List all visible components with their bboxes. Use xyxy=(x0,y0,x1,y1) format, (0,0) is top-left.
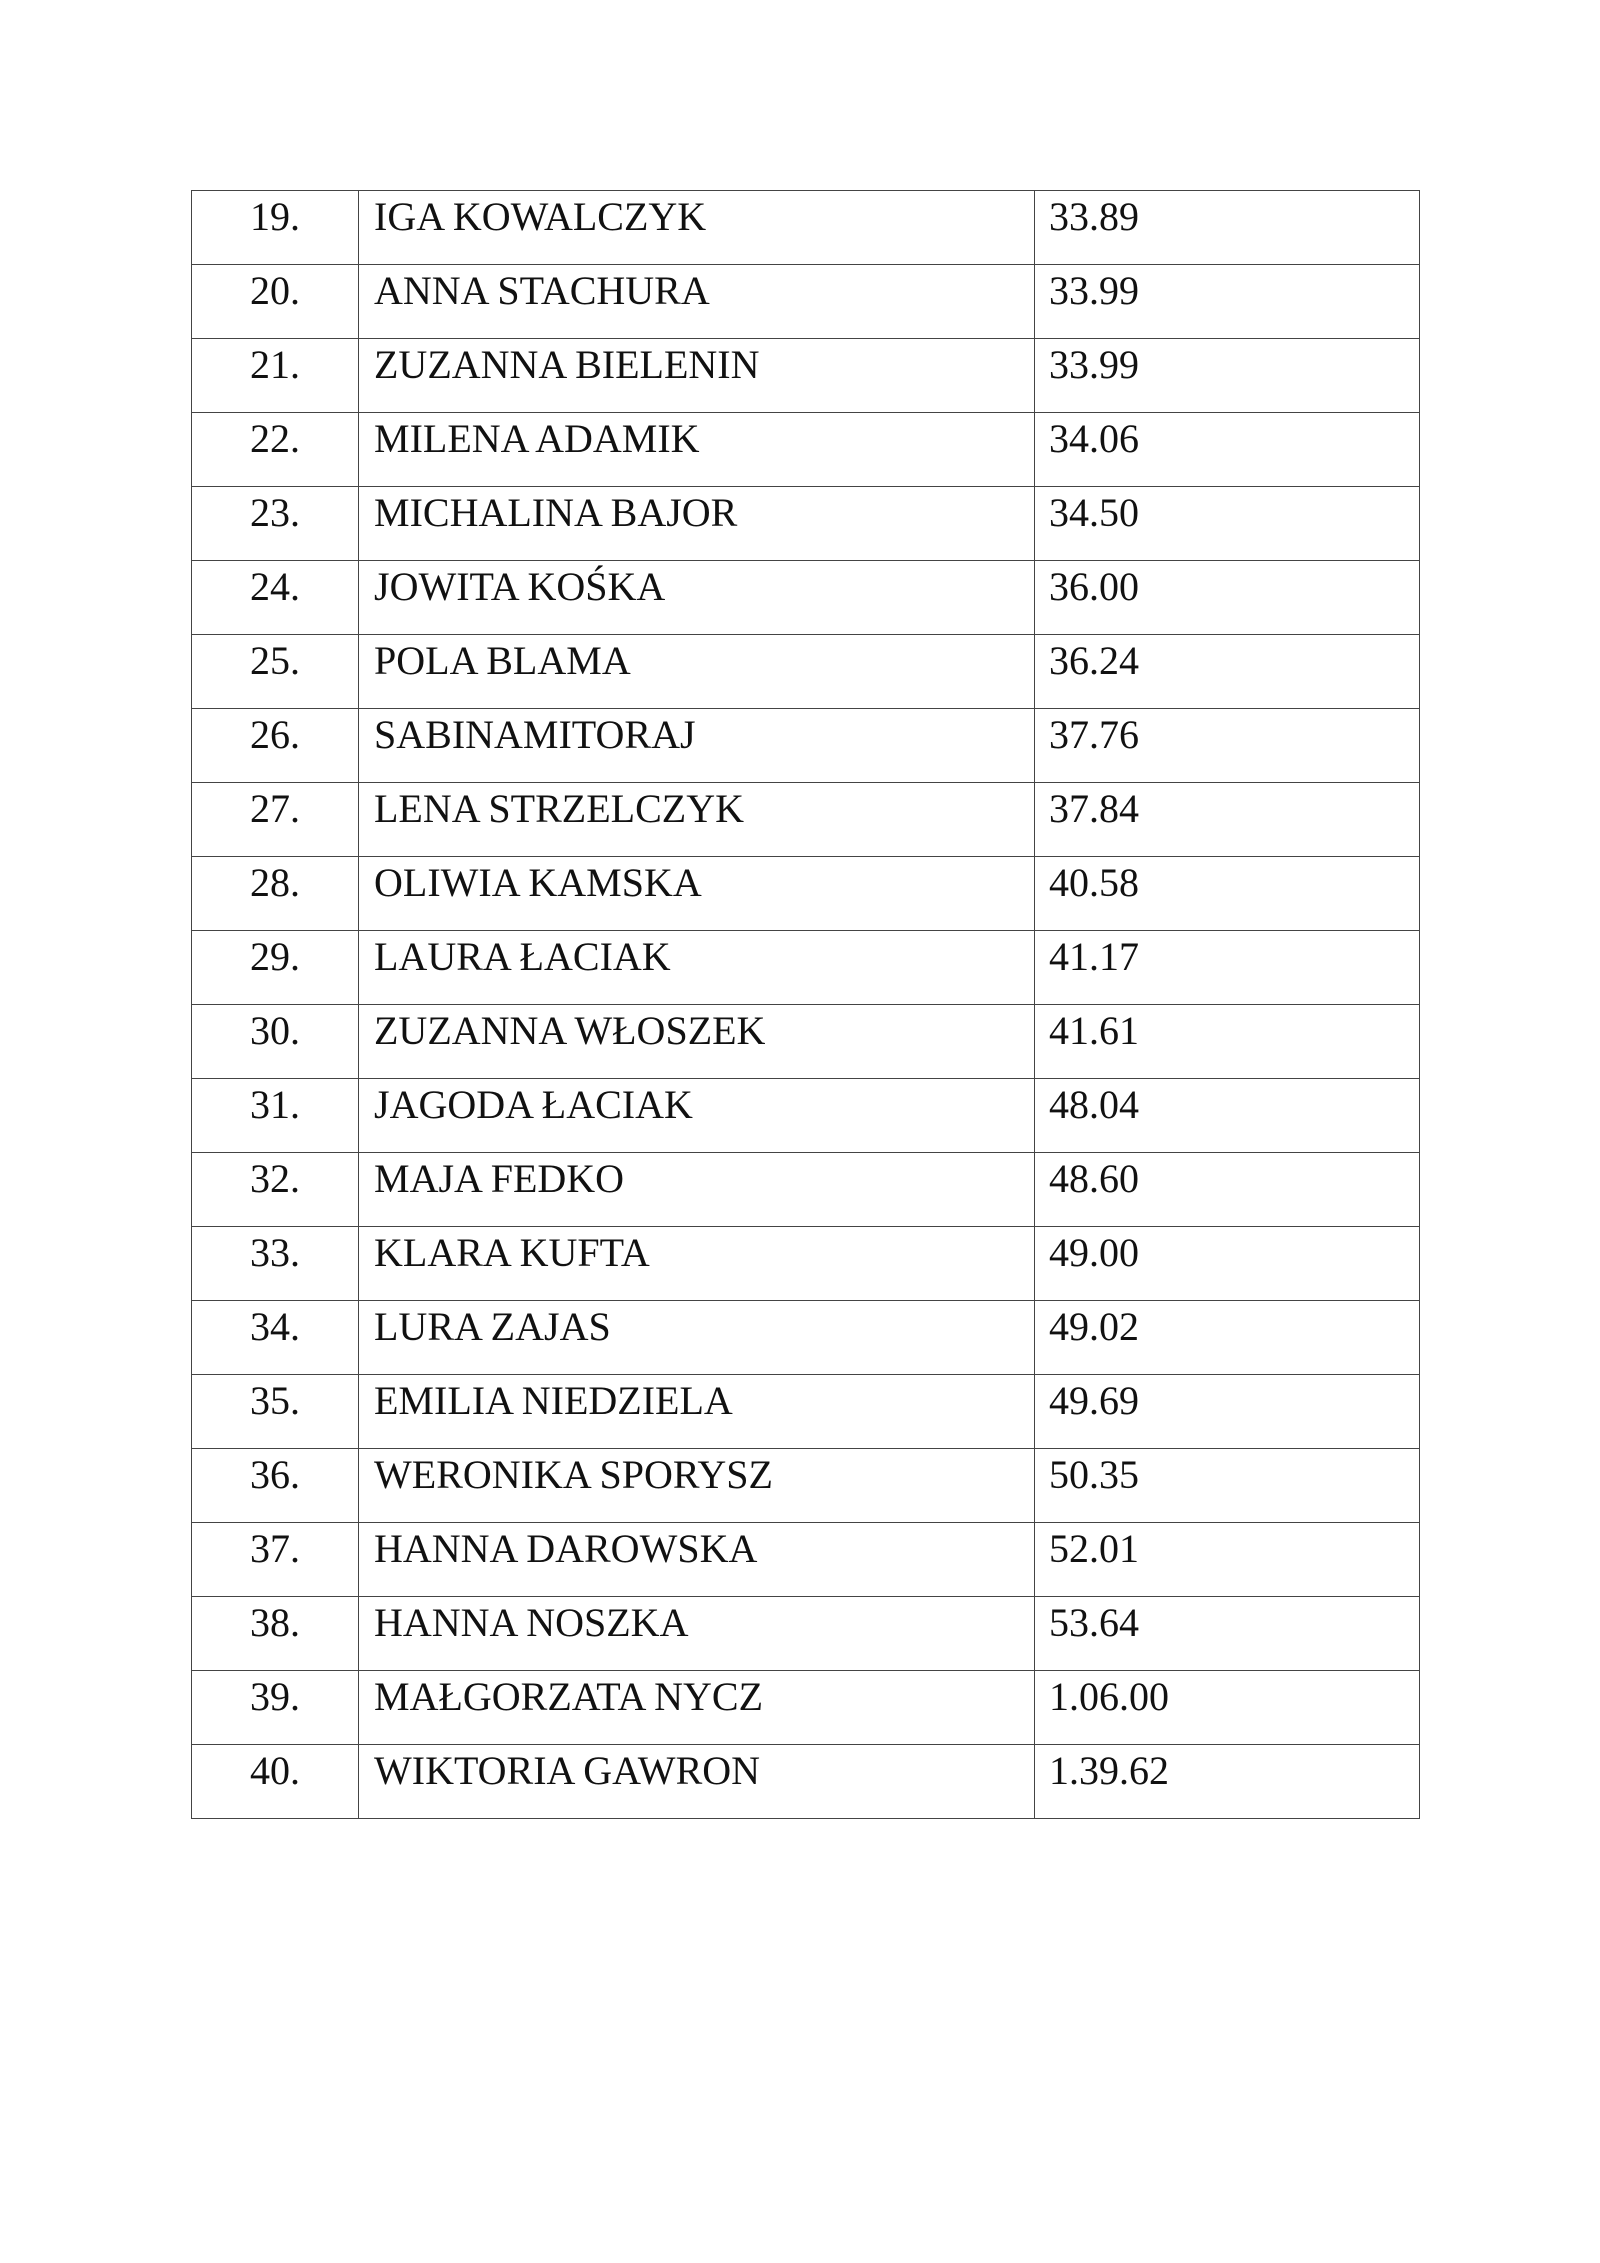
name-cell: POLA BLAMA xyxy=(359,635,1035,709)
place-cell: 37. xyxy=(192,1523,359,1597)
table-row xyxy=(192,1301,1420,1375)
results-table xyxy=(191,190,1420,1819)
name-cell: JAGODA ŁACIAK xyxy=(359,1079,1035,1153)
place-cell: 19. xyxy=(192,191,359,265)
table-row xyxy=(192,1671,1420,1745)
place-cell: 31. xyxy=(192,1079,359,1153)
name-cell: HANNA DAROWSKA xyxy=(359,1523,1035,1597)
name-cell: WERONIKA SPORYSZ xyxy=(359,1449,1035,1523)
time-cell: 1.39.62 xyxy=(1035,1745,1420,1819)
table-row xyxy=(192,487,1420,561)
results-table-body xyxy=(192,191,1420,1819)
place-cell: 33. xyxy=(192,1227,359,1301)
place-cell: 27. xyxy=(192,783,359,857)
time-cell: 33.99 xyxy=(1035,265,1420,339)
time-cell: 49.69 xyxy=(1035,1375,1420,1449)
table-row xyxy=(192,1227,1420,1301)
name-cell: LAURA ŁACIAK xyxy=(359,931,1035,1005)
time-cell: 52.01 xyxy=(1035,1523,1420,1597)
time-cell: 50.35 xyxy=(1035,1449,1420,1523)
time-cell: 37.76 xyxy=(1035,709,1420,783)
time-cell: 36.24 xyxy=(1035,635,1420,709)
table-row xyxy=(192,1597,1420,1671)
name-cell: IGA KOWALCZYK xyxy=(359,191,1035,265)
place-cell: 22. xyxy=(192,413,359,487)
name-cell: MAŁGORZATA NYCZ xyxy=(359,1671,1035,1745)
table-row xyxy=(192,1375,1420,1449)
name-cell: MICHALINA BAJOR xyxy=(359,487,1035,561)
name-cell: WIKTORIA GAWRON xyxy=(359,1745,1035,1819)
name-cell: OLIWIA KAMSKA xyxy=(359,857,1035,931)
name-cell: EMILIA NIEDZIELA xyxy=(359,1375,1035,1449)
time-cell: 40.58 xyxy=(1035,857,1420,931)
time-cell: 34.50 xyxy=(1035,487,1420,561)
time-cell: 33.89 xyxy=(1035,191,1420,265)
name-cell: JOWITA KOŚKA xyxy=(359,561,1035,635)
place-cell: 39. xyxy=(192,1671,359,1745)
table-row xyxy=(192,931,1420,1005)
table-row xyxy=(192,191,1420,265)
name-cell: MILENA ADAMIK xyxy=(359,413,1035,487)
table-row xyxy=(192,265,1420,339)
time-cell: 41.17 xyxy=(1035,931,1420,1005)
name-cell: KLARA KUFTA xyxy=(359,1227,1035,1301)
time-cell: 48.60 xyxy=(1035,1153,1420,1227)
place-cell: 34. xyxy=(192,1301,359,1375)
place-cell: 40. xyxy=(192,1745,359,1819)
place-cell: 25. xyxy=(192,635,359,709)
time-cell: 36.00 xyxy=(1035,561,1420,635)
time-cell: 48.04 xyxy=(1035,1079,1420,1153)
table-row xyxy=(192,783,1420,857)
time-cell: 1.06.00 xyxy=(1035,1671,1420,1745)
table-row xyxy=(192,1153,1420,1227)
table-row xyxy=(192,1449,1420,1523)
name-cell: LURA ZAJAS xyxy=(359,1301,1035,1375)
table-row xyxy=(192,1523,1420,1597)
table-row xyxy=(192,1745,1420,1819)
place-cell: 20. xyxy=(192,265,359,339)
table-row xyxy=(192,1005,1420,1079)
place-cell: 24. xyxy=(192,561,359,635)
place-cell: 36. xyxy=(192,1449,359,1523)
place-cell: 38. xyxy=(192,1597,359,1671)
place-cell: 29. xyxy=(192,931,359,1005)
place-cell: 30. xyxy=(192,1005,359,1079)
time-cell: 34.06 xyxy=(1035,413,1420,487)
place-cell: 35. xyxy=(192,1375,359,1449)
place-cell: 32. xyxy=(192,1153,359,1227)
name-cell: LENA STRZELCZYK xyxy=(359,783,1035,857)
time-cell: 41.61 xyxy=(1035,1005,1420,1079)
table-row xyxy=(192,709,1420,783)
place-cell: 23. xyxy=(192,487,359,561)
table-row xyxy=(192,339,1420,413)
time-cell: 37.84 xyxy=(1035,783,1420,857)
table-row xyxy=(192,1079,1420,1153)
name-cell: ZUZANNA BIELENIN xyxy=(359,339,1035,413)
time-cell: 49.00 xyxy=(1035,1227,1420,1301)
table-row xyxy=(192,635,1420,709)
name-cell: MAJA FEDKO xyxy=(359,1153,1035,1227)
name-cell: ZUZANNA WŁOSZEK xyxy=(359,1005,1035,1079)
place-cell: 26. xyxy=(192,709,359,783)
time-cell: 53.64 xyxy=(1035,1597,1420,1671)
table-row xyxy=(192,561,1420,635)
table-row xyxy=(192,413,1420,487)
name-cell: ANNA STACHURA xyxy=(359,265,1035,339)
name-cell: HANNA NOSZKA xyxy=(359,1597,1035,1671)
time-cell: 33.99 xyxy=(1035,339,1420,413)
name-cell: SABINAMITORAJ xyxy=(359,709,1035,783)
time-cell: 49.02 xyxy=(1035,1301,1420,1375)
table-row xyxy=(192,857,1420,931)
place-cell: 21. xyxy=(192,339,359,413)
place-cell: 28. xyxy=(192,857,359,931)
